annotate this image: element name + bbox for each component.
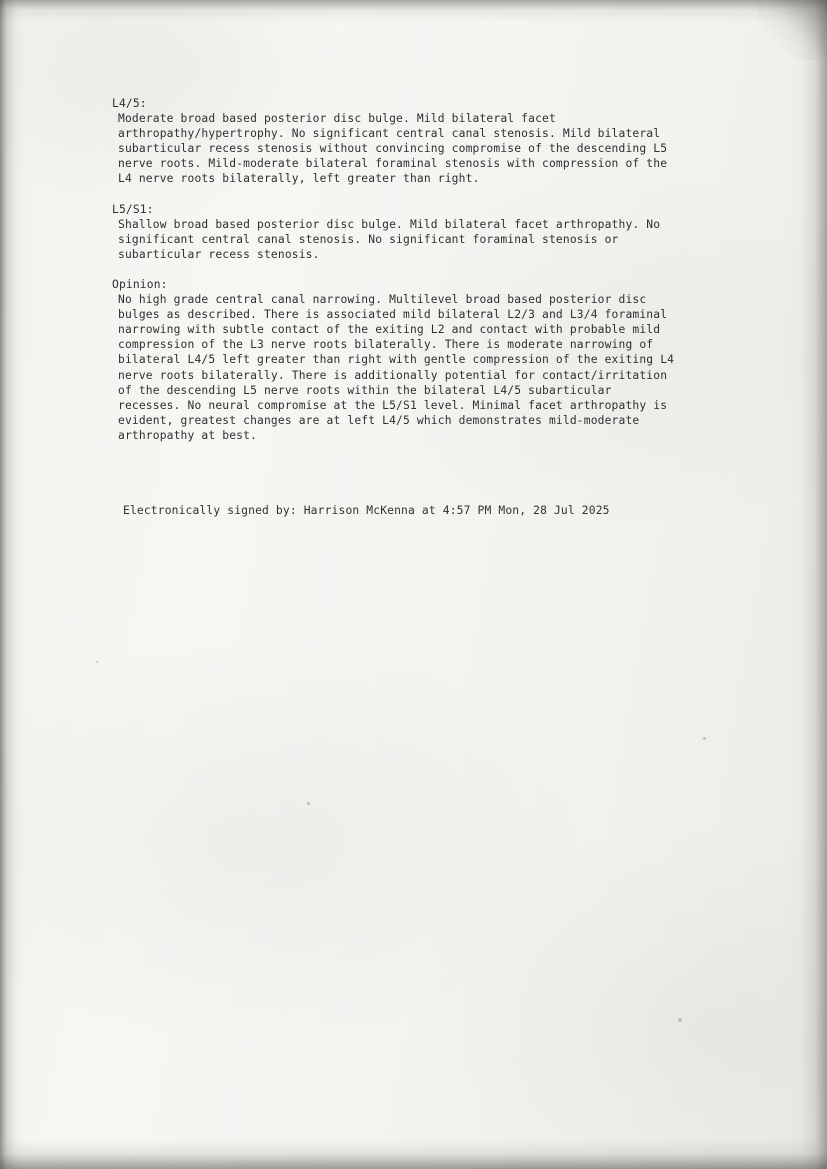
section-text: Shallow broad based posterior disc bulge. Mild bilateral facet arthropathy. No significant central canal stenosis. No significant foraminal stenosis or subarticular recess stenosis. — [118, 217, 661, 261]
report-body — [112, 96, 732, 458]
page-edge-shadow-right — [787, 0, 827, 1169]
report-section — [112, 202, 732, 262]
section-heading: L4/5: — [112, 97, 147, 110]
section-text: No high grade central canal narrowing. Multilevel broad based posterior disc bulges as described. There is associated mild bilateral L2/3 and L3/4 foraminal narrowing with subtle contact of the exiting L2 and contact with probable mild compression of the L3 nerve roots bilaterally. There is moderate narrowing of bilateral L4/5 left greater than right with gentle compression of the exiting L4 nerve roots bilaterally. There is additionally potential for contact/irritation of the descending L5 nerve roots within the bilateral L4/5 subarticular recesses. No neural compromise at the L5/S1 level. Minimal facet arthropathy is evident, greatest changes are at left L4/5 which demonstrates mild-moderate arthropathy at best. — [118, 293, 675, 442]
section-heading: L5/S1: — [112, 202, 154, 216]
electronic-signature-line: Electronically signed by: Harrison McKenna at 4:57 PM Mon, 28 Jul 2025 — [123, 504, 610, 517]
scan-speck — [678, 1018, 682, 1022]
page-edge-shadow-bottom — [0, 1139, 827, 1169]
section-heading: Opinion: — [112, 277, 168, 291]
scan-speck — [307, 802, 310, 805]
scan-speck — [703, 737, 706, 740]
page-edge-shadow-top — [0, 0, 827, 22]
report-section — [112, 277, 732, 443]
section-text: Moderate broad based posterior disc bulge. Mild bilateral facet arthropathy/hypertrophy. No significant central canal stenosis. Mild bilateral subarticular recess stenosis without convincing compromise of the descending L5 nerve roots. Mild-moderate bilateral foraminal stenosis with compression of the L4 nerve roots bilaterally, left greater than right. — [118, 112, 668, 186]
page-corner-fold — [757, 0, 827, 60]
report-section — [112, 96, 732, 187]
scan-speck — [96, 661, 98, 663]
page-edge-shadow-left — [0, 0, 26, 1169]
